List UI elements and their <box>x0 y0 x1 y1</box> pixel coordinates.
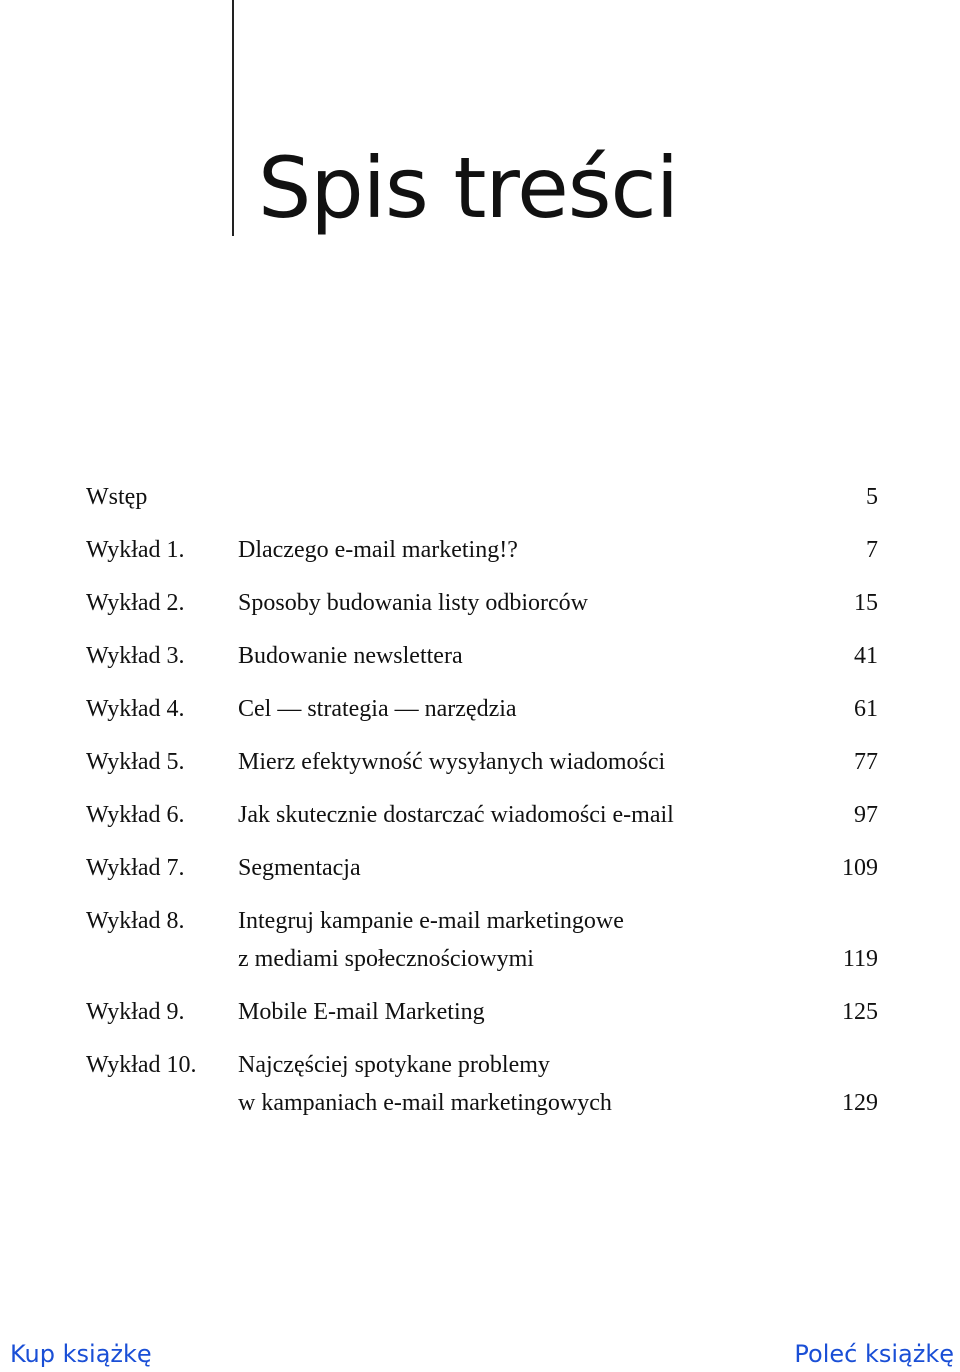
toc-entry-title <box>238 1046 808 1122</box>
toc-entry-title-line: z mediami społecznościowymi <box>238 946 534 972</box>
toc-entry[interactable] <box>86 531 878 569</box>
toc-entry-title <box>238 584 808 622</box>
toc-entry-title-line: Mierz efektywność wysyłanych wiadomości <box>238 749 666 775</box>
toc-entry-title-line: Mobile E-mail Marketing <box>238 999 485 1025</box>
toc-entry[interactable] <box>86 849 878 887</box>
toc-entry-page: 61 <box>854 696 878 722</box>
toc-entry-page: 125 <box>842 999 878 1025</box>
toc-entry-title-line: Najczęściej spotykane problemy <box>238 1052 550 1078</box>
toc-entry[interactable] <box>86 690 878 728</box>
recommend-book-link[interactable]: Poleć książkę <box>794 1340 954 1368</box>
toc-entry[interactable] <box>86 584 878 622</box>
toc-entry-page: 5 <box>866 484 878 510</box>
toc-entry-title <box>238 743 808 781</box>
toc-entry-page: 97 <box>854 802 878 828</box>
toc-entry-title-line: Budowanie newslettera <box>238 643 463 669</box>
toc-entry-number: Wykład 9. <box>86 999 185 1025</box>
footer-bar <box>0 1338 960 1372</box>
toc-entry-number: Wykład 2. <box>86 590 185 616</box>
toc-entry-number: Wykład 5. <box>86 749 185 775</box>
toc-entry-title <box>238 796 808 834</box>
toc-entry-number: Wykład 8. <box>86 908 185 934</box>
toc-entry-page: 41 <box>854 643 878 669</box>
toc-entry[interactable] <box>86 993 878 1031</box>
toc-entry[interactable] <box>86 743 878 781</box>
toc-entry-number: Wykład 3. <box>86 643 185 669</box>
toc-entry-title-line: Jak skutecznie dostarczać wiadomości e-mail <box>238 802 674 828</box>
toc-entry-title <box>238 849 808 887</box>
toc-entry-title <box>238 993 808 1031</box>
page-title: Spis treści <box>258 139 679 237</box>
toc-entry-title-line: Sposoby budowania listy odbiorców <box>238 590 588 616</box>
toc-entry-page: 15 <box>854 590 878 616</box>
toc-entry-intro[interactable] <box>86 478 878 516</box>
toc-entry[interactable] <box>86 796 878 834</box>
toc-entry-title-line: Integruj kampanie e-mail marketingowe <box>238 908 624 934</box>
toc-entry-title-line: w kampaniach e-mail marketingowych <box>238 1090 612 1116</box>
toc-entry-title-line: Segmentacja <box>238 855 361 881</box>
toc-entry-page: 77 <box>854 749 878 775</box>
toc-entry-page: 129 <box>842 1090 878 1116</box>
toc-entry-number: Wykład 7. <box>86 855 185 881</box>
toc-entry[interactable] <box>86 902 878 978</box>
toc-entry-page: 109 <box>842 855 878 881</box>
toc-entry-title-line: Cel — strategia — narzędzia <box>238 696 517 722</box>
toc-entry-label: Wstęp <box>86 484 148 510</box>
toc-entry-title <box>238 902 808 978</box>
toc-entry-page: 119 <box>842 946 878 972</box>
toc-entry-page: 7 <box>866 537 878 563</box>
toc-entry[interactable] <box>86 1046 878 1122</box>
buy-book-link[interactable]: Kup książkę <box>10 1340 152 1368</box>
toc-entry-number: Wykład 6. <box>86 802 185 828</box>
toc-entry-title-line: Dlaczego e-mail marketing!? <box>238 537 518 563</box>
toc-entry-title <box>238 637 808 675</box>
table-of-contents <box>86 478 878 1137</box>
toc-entry[interactable] <box>86 637 878 675</box>
toc-entry-number: Wykład 10. <box>86 1052 197 1078</box>
toc-entry-title <box>238 531 808 569</box>
toc-entry-number: Wykład 1. <box>86 537 185 563</box>
decorative-vertical-rule <box>232 0 234 236</box>
toc-entry-number: Wykład 4. <box>86 696 185 722</box>
toc-entry-title <box>238 690 808 728</box>
